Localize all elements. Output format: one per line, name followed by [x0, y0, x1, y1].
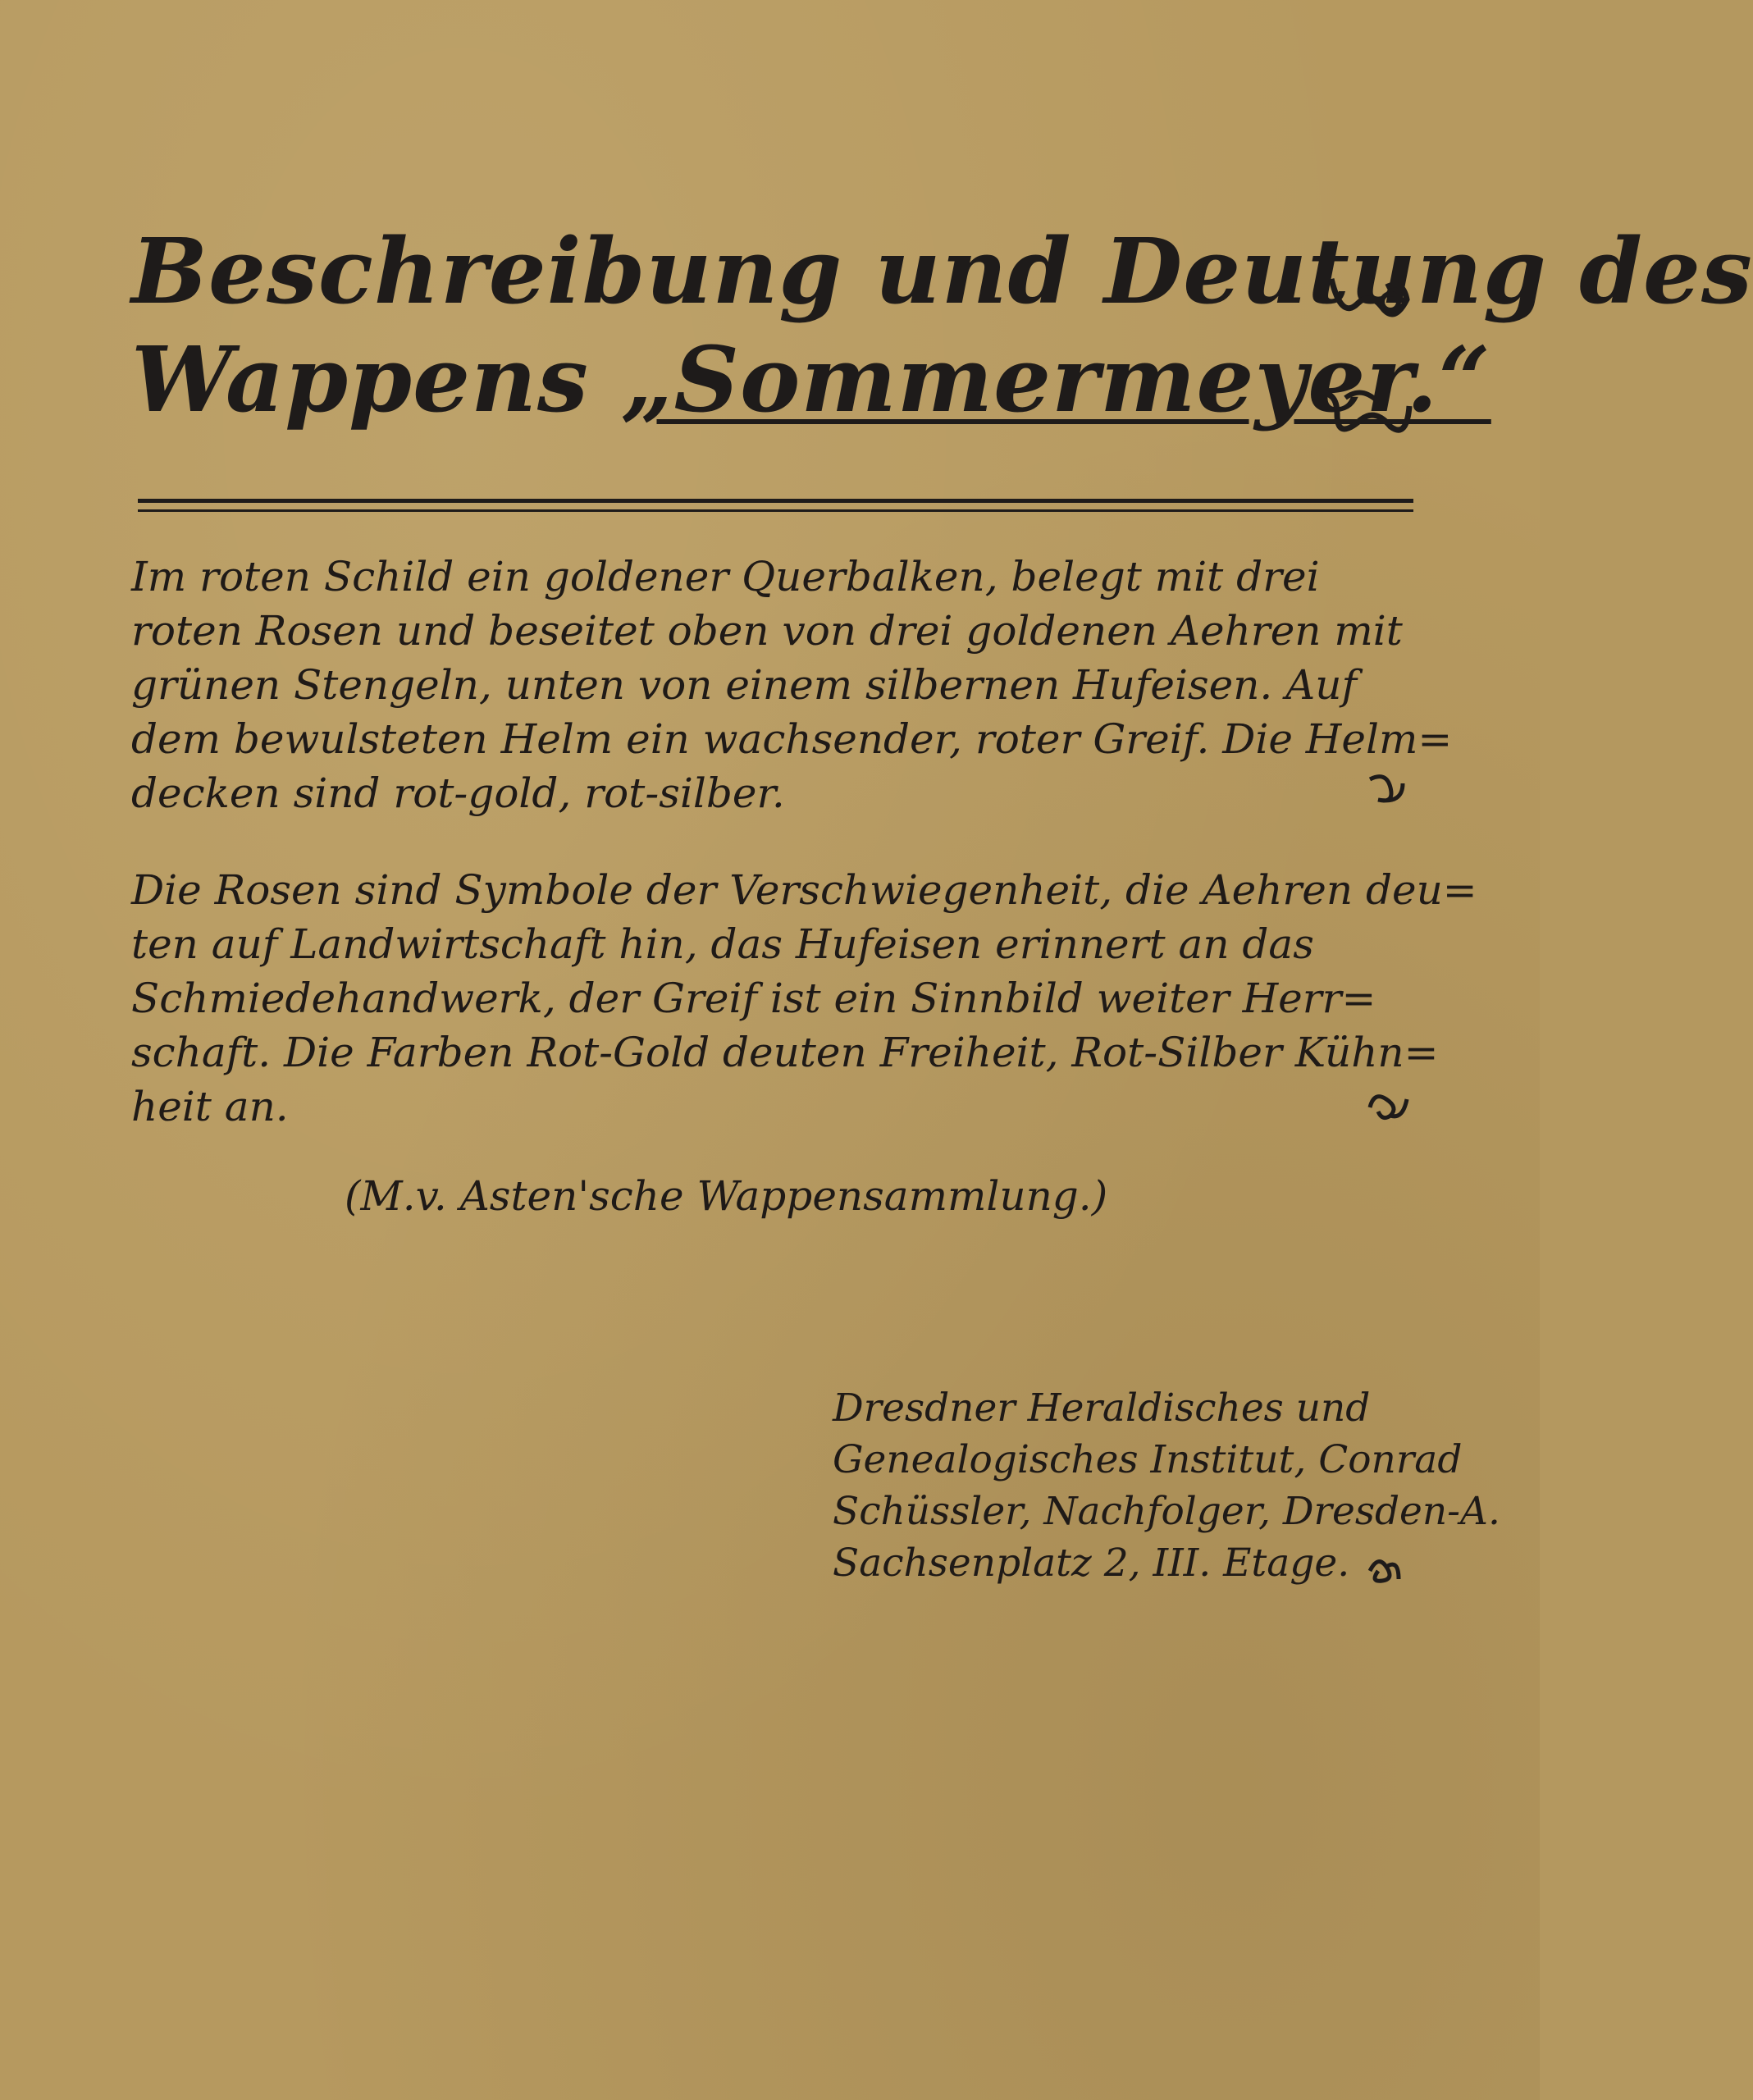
interpretation-paragraph — [131, 863, 1477, 1134]
text-line: roten Rosen und beseitet oben von drei goldenen Aehren mit — [131, 607, 1403, 655]
text-line: Die Rosen sind Symbole der Verschwiegenheit, die Aehren deu= — [131, 866, 1477, 914]
page-title — [131, 217, 1753, 434]
blazon-paragraph — [131, 550, 1453, 820]
publisher-line: Sachsenplatz 2, III. Etage. — [833, 1541, 1350, 1586]
scroll-flourish-icon — [1366, 1554, 1403, 1587]
scroll-flourish-icon — [1312, 381, 1415, 443]
source-citation: (M.v. Asten'sche Wappensammlung.) — [345, 1172, 1108, 1220]
scroll-flourish-icon — [1366, 771, 1407, 808]
text-line: Im roten Schild ein goldener Querbalken, belegt mit drei — [131, 553, 1320, 600]
title-line-2 — [131, 326, 1491, 434]
publisher-line: Dresdner Heraldisches und — [833, 1386, 1371, 1431]
text-line: heit an. — [131, 1083, 289, 1130]
text-line: schaft. Die Farben Rot-Gold deuten Freiheit, Rot-Silber Kühn= — [131, 1029, 1439, 1076]
text-line: Schmiedehandwerk, der Greif ist ein Sinnbild weiter Herr= — [131, 975, 1376, 1022]
scroll-flourish-icon — [1366, 1087, 1411, 1124]
title-line-1: Beschreibung und Deutung des — [131, 218, 1753, 324]
family-name: „Sommermeyer.“ — [621, 326, 1491, 432]
publisher-line: Schüssler, Nachfolger, Dresden-A. — [833, 1489, 1500, 1534]
publisher-line: Genealogisches Institut, Conrad — [833, 1437, 1463, 1482]
scroll-flourish-icon — [1325, 271, 1415, 328]
double-rule-bottom — [138, 509, 1413, 512]
title-prefix: Wappens — [131, 326, 622, 432]
text-line: grünen Stengeln, unten von einem silbernen Hufeisen. Auf — [131, 661, 1357, 709]
double-rule-top — [138, 499, 1413, 503]
text-line: ten auf Landwirtschaft hin, das Hufeisen erinnert an das — [131, 920, 1314, 968]
text-line: dem bewulsteten Helm ein wachsender, roter Greif. Die Helm= — [131, 715, 1453, 763]
publisher-imprint — [833, 1382, 1500, 1589]
text-line: decken sind rot-gold, rot-silber. — [131, 769, 785, 817]
